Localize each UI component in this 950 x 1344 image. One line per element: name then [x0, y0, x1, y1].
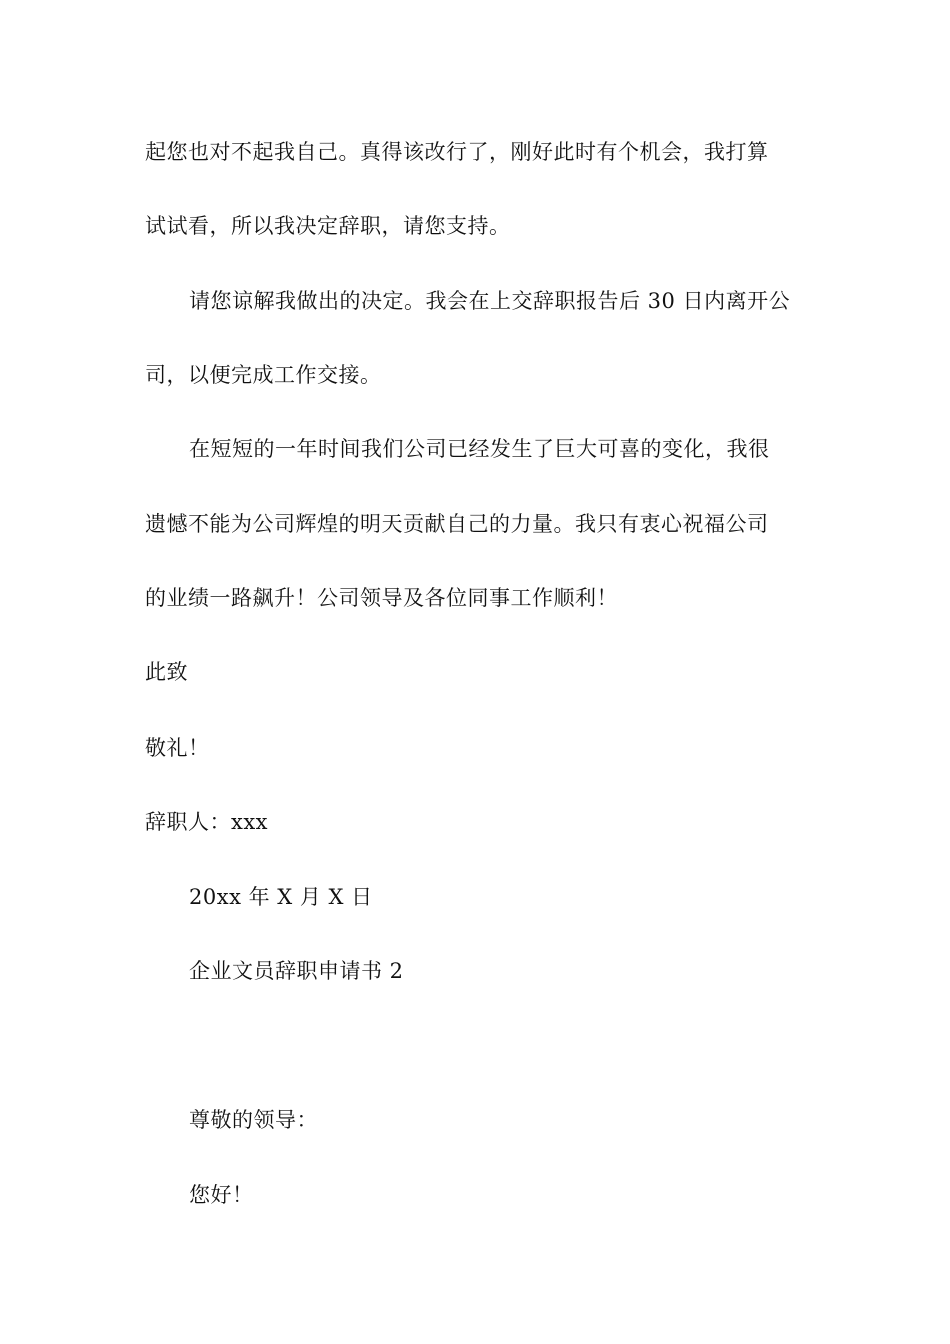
paragraph-line: 司，以便完成工作交接。 — [145, 363, 382, 387]
paragraph-line: 试试看，所以我决定辞职，请您支持。 — [145, 214, 511, 238]
paragraph-line: 在短短的一年时间我们公司已经发生了巨大可喜的变化，我很 — [189, 437, 770, 461]
date-line: 20xx 年 X 月 X 日 — [189, 885, 373, 909]
closing-salutation: 此致 — [145, 660, 188, 684]
paragraph-line: 起您也对不起我自己。真得该改行了，刚好此时有个机会，我打算 — [145, 140, 769, 164]
greeting-line: 尊敬的领导： — [189, 1108, 318, 1132]
signature-line: 辞职人：xxx — [145, 810, 269, 834]
closing-regards: 敬礼！ — [145, 736, 210, 760]
greeting-hello: 您好！ — [189, 1183, 254, 1207]
section-title: 企业文员辞职申请书 2 — [189, 959, 404, 983]
paragraph-line: 的业绩一路飙升！公司领导及各位同事工作顺利！ — [145, 586, 618, 610]
paragraph-line: 遗憾不能为公司辉煌的明天贡献自己的力量。我只有衷心祝福公司 — [145, 512, 769, 536]
paragraph-line: 请您谅解我做出的决定。我会在上交辞职报告后 30 日内离开公 — [189, 289, 791, 313]
